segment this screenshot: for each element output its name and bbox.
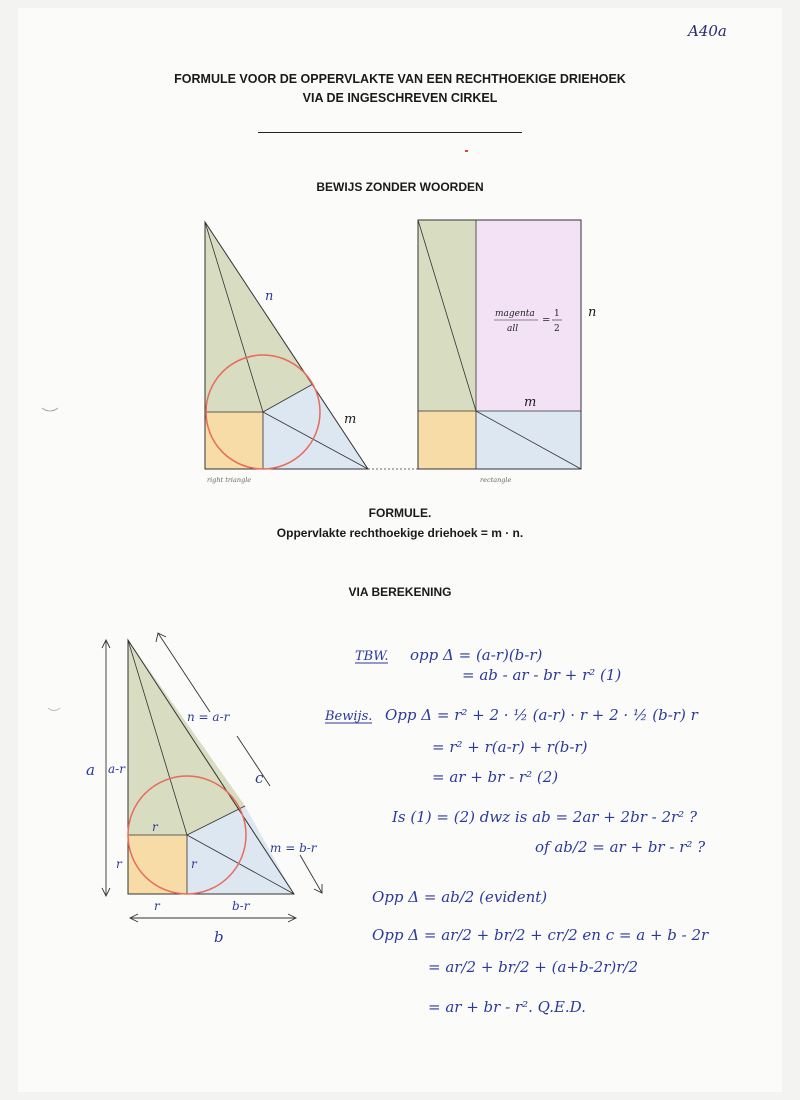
fig1-label-m: m — [344, 412, 357, 427]
ratio-equals: = — [542, 315, 551, 326]
ratio-denominator: all — [507, 324, 519, 334]
scan-mark-2 — [48, 708, 60, 711]
note-tbw-1: opp Δ = (a-r)(b-r) — [410, 646, 543, 664]
section1-heading: BEWIJS ZONDER WOORDEN — [316, 180, 484, 194]
diag-r-left: r — [116, 857, 122, 871]
note-b1: Opp Δ = r² + 2 · ½ (a-r) · r + 2 · ½ (b-r) r — [385, 706, 698, 724]
note-tbw-label: TBW. — [355, 649, 389, 664]
hand-diagram — [86, 633, 322, 946]
diag-r-top: r — [152, 820, 158, 834]
diag-r-bottom: r — [154, 899, 160, 913]
formula-text: Oppervlakte rechthoekige driehoek = m · n. — [276, 526, 524, 540]
diag-a: a — [86, 761, 95, 779]
fig1-label-n: n — [265, 289, 274, 304]
note-q1: Is (1) = (2) dwz is ab = 2ar + 2br - 2r² ? — [392, 808, 698, 826]
diag-b-minus-r: b-r — [232, 899, 250, 913]
ratio-value-den: 2 — [554, 324, 560, 334]
fig1-caption: right triangle — [207, 476, 252, 484]
scan-mark-1 — [42, 408, 58, 411]
diag-m-eq: m = b-r — [270, 841, 317, 855]
figure-right-triangle — [205, 222, 418, 484]
handwritten-notes — [324, 646, 709, 1016]
figure-rectangle — [418, 220, 596, 484]
diag-r-inner: r — [191, 857, 197, 871]
note-tbw-2: = ab - ar - br + r² (1) — [462, 666, 622, 684]
title-line-1: FORMULE VOOR DE OPPERVLAKTE VAN EEN RECHTHOEKIGE DRIEHOEK — [174, 72, 626, 86]
note-c1: Opp Δ = ab/2 (evident) — [372, 888, 548, 906]
diag-c: c — [255, 769, 264, 787]
note-b2: = r² + r(a-r) + r(b-r) — [432, 738, 588, 756]
diag-a-minus-r: a-r — [108, 762, 125, 776]
note-bewijs-label: Bewijs. — [325, 709, 373, 724]
formula-heading: FORMULE. — [368, 506, 432, 520]
diag-n-eq: n = a-r — [187, 710, 230, 724]
note-c2: Opp Δ = ar/2 + br/2 + cr/2 en c = a + b - 2r — [372, 926, 709, 944]
note-q2: of ab/2 = ar + br - r² ? — [535, 838, 706, 856]
diag-b: b — [214, 928, 224, 946]
fig2-caption: rectangle — [480, 476, 512, 484]
ratio-numerator: magenta — [495, 309, 535, 319]
corner-mark: A40a — [688, 22, 727, 40]
rect-orange — [418, 411, 476, 469]
note-c3: = ar/2 + br/2 + (a+b-2r)r/2 — [428, 958, 638, 976]
tick-c — [237, 736, 270, 786]
fig2-label-n: n — [588, 305, 597, 320]
section2-heading: VIA BEREKENING — [348, 585, 452, 599]
ratio-value-num: 1 — [554, 309, 560, 319]
arrow-m — [300, 855, 322, 893]
note-c4: = ar + br - r². Q.E.D. — [428, 998, 586, 1016]
fig2-label-m: m — [524, 395, 537, 410]
note-b3: = ar + br - r² (2) — [432, 768, 559, 786]
title-line-2: VIA DE INGESCHREVEN CIRKEL — [302, 91, 498, 105]
